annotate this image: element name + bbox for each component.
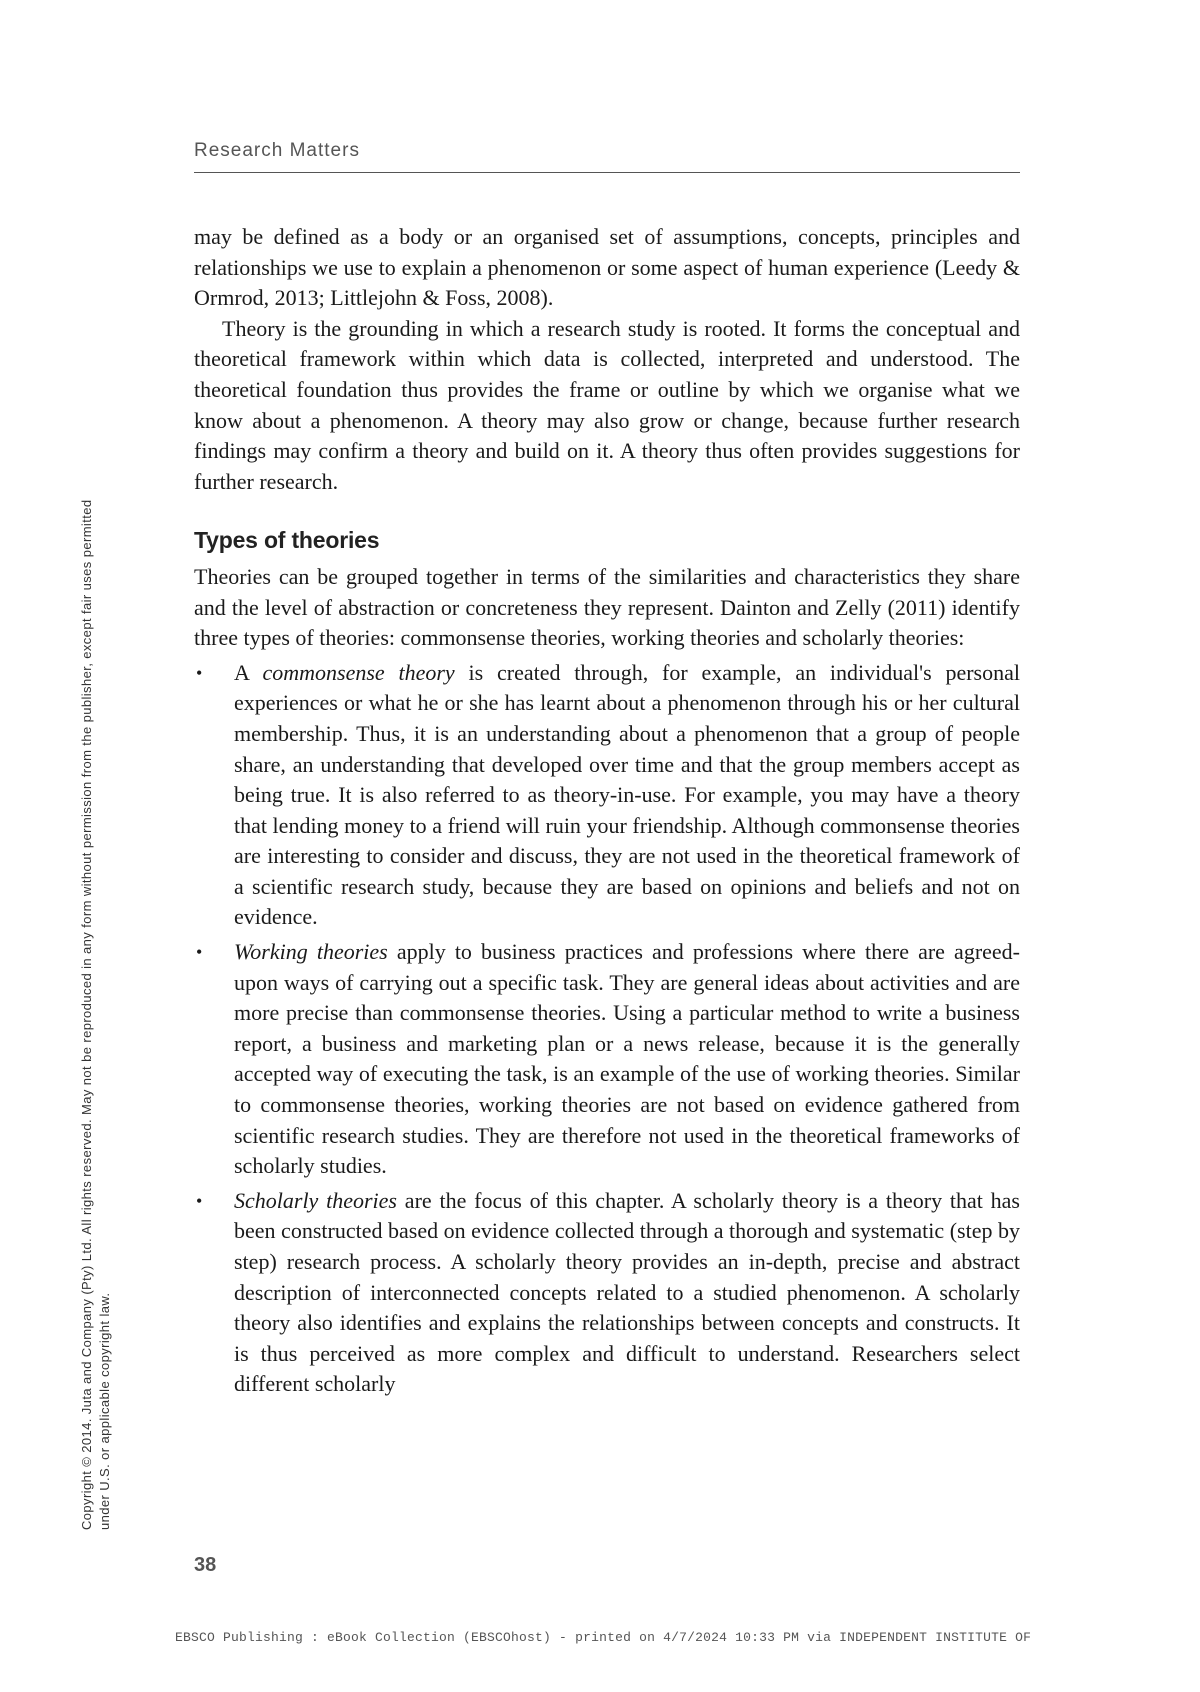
paragraph-types-intro: Theories can be grouped together in terms of the similarities and characteristics they share and the level of abstraction or concreteness they represent. Dainton and Zelly (2011) identify three types of theories: commonsense theories, working theories and scholarly theories: (194, 563, 1020, 651)
page-number: 38 (194, 1554, 217, 1576)
list-item-scholarly-theories (194, 1186, 1020, 1400)
side-copyright-notice (78, 200, 114, 1530)
term-working-theories: Working theories (234, 939, 388, 965)
copyright-line-1: Copyright © 2014. Juta and Company (Pty) Ltd. All rights reserved. May not be reproduced in any form without permission from the publisher, except fair uses permitted (79, 499, 94, 1530)
list-item-prefix: A (234, 659, 263, 685)
list-item-commonsense-theory (194, 658, 1020, 933)
list-item-working-theories (194, 937, 1020, 1182)
list-item-text: are the focus of this chapter. A scholarly theory is a theory that has been constructed based on evidence collected through a thorough and systematic (step by step) research process. A scholarly theory provides an in-depth, precise and abstract description of interconnected concepts related to a studied phenomenon. A scholarly theory also identifies and explains the relationships between concepts and constructs. It is thus perceived as more complex and difficult to understand. Researchers select different scholarly (234, 1187, 1020, 1397)
term-scholarly-theories: Scholarly theories (234, 1187, 397, 1213)
list-item-text: apply to business practices and professions where there are agreed-upon ways of carrying out a specific task. They are general ideas about activities and are more precise than commonsense theories. Using a particular method to write a business report, a business and marketing plan or a news release, because it is the generally accepted way of executing the task, is an example of the use of working theories. Similar to commonsense theories, working theories are not based on evidence gathered from scientific research studies. They are therefore not used in the theoretical frameworks of scholarly studies. (234, 939, 1020, 1179)
bullet-icon: • (196, 942, 203, 963)
term-commonsense-theory: commonsense theory (262, 659, 455, 685)
bullet-icon: • (196, 662, 203, 683)
running-head: Research Matters (194, 140, 360, 161)
print-footer: EBSCO Publishing : eBook Collection (EBSCOhost) - printed on 4/7/2024 10:33 PM via INDEPENDENT INSTITUTE OF (175, 1630, 1032, 1645)
copyright-line-2: under U.S. or applicable copyright law. (97, 1292, 112, 1530)
paragraph-theory-grounding: Theory is the grounding in which a research study is rooted. It forms the conceptual and theoretical framework within which data is collected, interpreted and understood. The theoretical foundation thus provides the frame or outline by which we organise what we know about a phenomenon. A theory may also grow or change, because further research findings may confirm a theory and build on it. A theory thus often provides suggestions for further research. (194, 315, 1020, 494)
list-item-text: is created through, for example, an individual's personal experiences or what he or she has learnt about a phenomenon through his or her cultural membership. Thus, it is an understanding about a phenomenon that a group of people share, an understanding that developed over time and that the group members accept as being true. It is also referred to as theory-in-use. For example, you may have a theory that lending money to a friend will ruin your friendship. Although commonsense theories are interesting to consider and discuss, they are not used in the theoretical framework of a scientific research study, because they are based on opinions and beliefs and not on evidence. (234, 659, 1020, 930)
paragraph-definition: may be defined as a body or an organised set of assumptions, concepts, principles and relationships we use to explain a phenomenon or some aspect of human experience (Leedy & Ormrod, 2013; Littlejohn & Foss, 2008). (194, 224, 1020, 311)
theory-types-list (194, 658, 1020, 1400)
bullet-icon: • (196, 1190, 203, 1211)
section-heading: Types of theories (194, 527, 380, 554)
header-rule (194, 172, 1020, 173)
page-body (194, 222, 1020, 1400)
